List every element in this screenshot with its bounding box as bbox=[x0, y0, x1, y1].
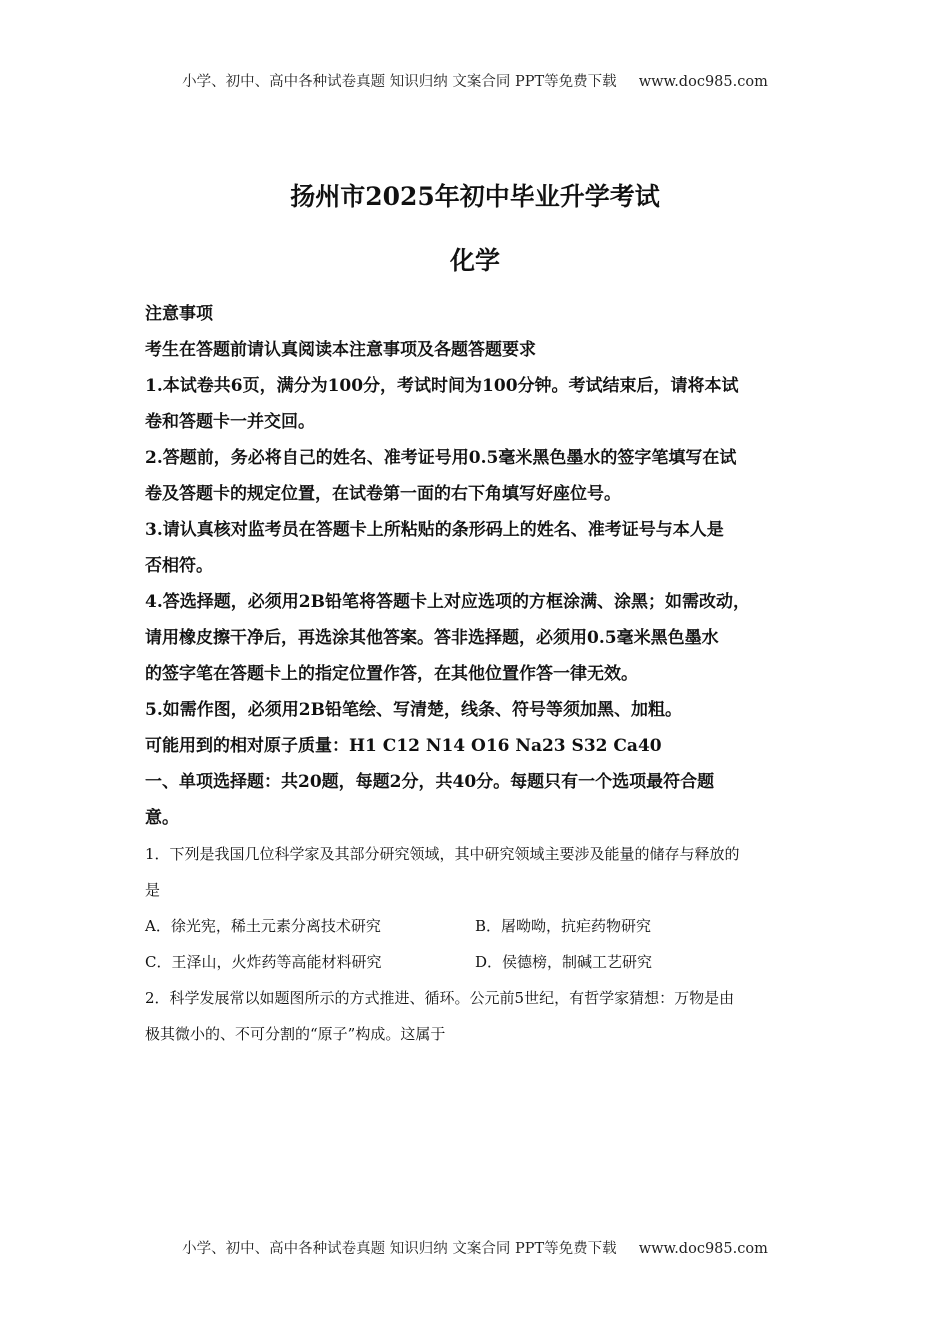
q1-stem: 是 bbox=[145, 881, 161, 899]
header-text: 小学、初中、高中各种试卷真题 知识归纳 文案合同 PPT等免费下载 bbox=[182, 74, 617, 90]
notes-line: 卷及答题卡的规定位置，在试卷第一面的右下角填写好座位号。 bbox=[145, 484, 621, 504]
q1-option-a: A．徐光宪，稀土元素分离技术研究 bbox=[145, 917, 381, 935]
q1-options-row bbox=[145, 944, 813, 980]
q1-option-d: D．侯德榜，制碱工艺研究 bbox=[475, 953, 653, 971]
exam-title: 扬州市2025年初中毕业升学考试 bbox=[290, 182, 660, 211]
exam-subject: 化学 bbox=[449, 246, 500, 275]
notes-heading: 注意事项 bbox=[145, 304, 213, 324]
section1-heading: 意。 bbox=[145, 808, 179, 828]
q2-stem: 极其微小的、不可分割的“原子”构成。这属于 bbox=[145, 1025, 446, 1043]
q2-stem: 2．科学发展常以如题图所示的方式推进、循环。公元前5世纪，有哲学家猜想：万物是由 bbox=[145, 989, 735, 1007]
header-url[interactable]: www.doc985.com bbox=[638, 74, 768, 90]
page-footer bbox=[0, 1237, 950, 1258]
notes-intro: 考生在答题前请认真阅读本注意事项及各题答题要求 bbox=[145, 340, 536, 360]
q1-stem: 1．下列是我国几位科学家及其部分研究领域，其中研究领域主要涉及能量的储存与释放的 bbox=[145, 845, 740, 863]
notes-line: 卷和答题卡一并交回。 bbox=[145, 412, 315, 432]
footer-url[interactable]: www.doc985.com bbox=[638, 1241, 768, 1257]
notes-line: 5.如需作图，必须用2B铅笔绘、写清楚，线条、符号等须加黑、加粗。 bbox=[145, 700, 682, 720]
section1-heading: 一、单项选择题：共20题，每题2分，共40分。每题只有一个选项最符合题 bbox=[145, 772, 715, 792]
q1-option-c: C．王泽山，火炸药等高能材料研究 bbox=[145, 953, 382, 971]
footer-text: 小学、初中、高中各种试卷真题 知识归纳 文案合同 PPT等免费下载 bbox=[182, 1241, 617, 1257]
q1-options-row bbox=[145, 908, 813, 944]
notes-line: 2.答题前，务必将自己的姓名、准考证号用0.5毫米黑色墨水的签字笔填写在试 bbox=[145, 448, 737, 468]
notes-line: 的签字笔在答题卡上的指定位置作答，在其他位置作答一律无效。 bbox=[145, 664, 638, 684]
q1-option-b: B．屠呦呦，抗疟药物研究 bbox=[475, 917, 652, 935]
notes-line: 1.本试卷共6页，满分为100分，考试时间为100分钟。考试结束后，请将本试 bbox=[145, 376, 739, 396]
notes-line: 3.请认真核对监考员在答题卡上所粘贴的条形码上的姓名、准考证号与本人是 bbox=[145, 520, 724, 540]
exam-content bbox=[145, 296, 813, 1052]
page-header bbox=[0, 70, 950, 91]
atomic-mass-line: 可能用到的相对原子质量：H1 C12 N14 O16 Na23 S32 Ca40 bbox=[145, 736, 662, 756]
notes-line: 4.答选择题，必须用2B铅笔将答题卡上对应选项的方框涂满、涂黑；如需改动， bbox=[145, 592, 750, 612]
notes-line: 否相符。 bbox=[145, 556, 213, 576]
notes-line: 请用橡皮擦干净后，再选涂其他答案。答非选择题，必须用0.5毫米黑色墨水 bbox=[145, 628, 719, 648]
